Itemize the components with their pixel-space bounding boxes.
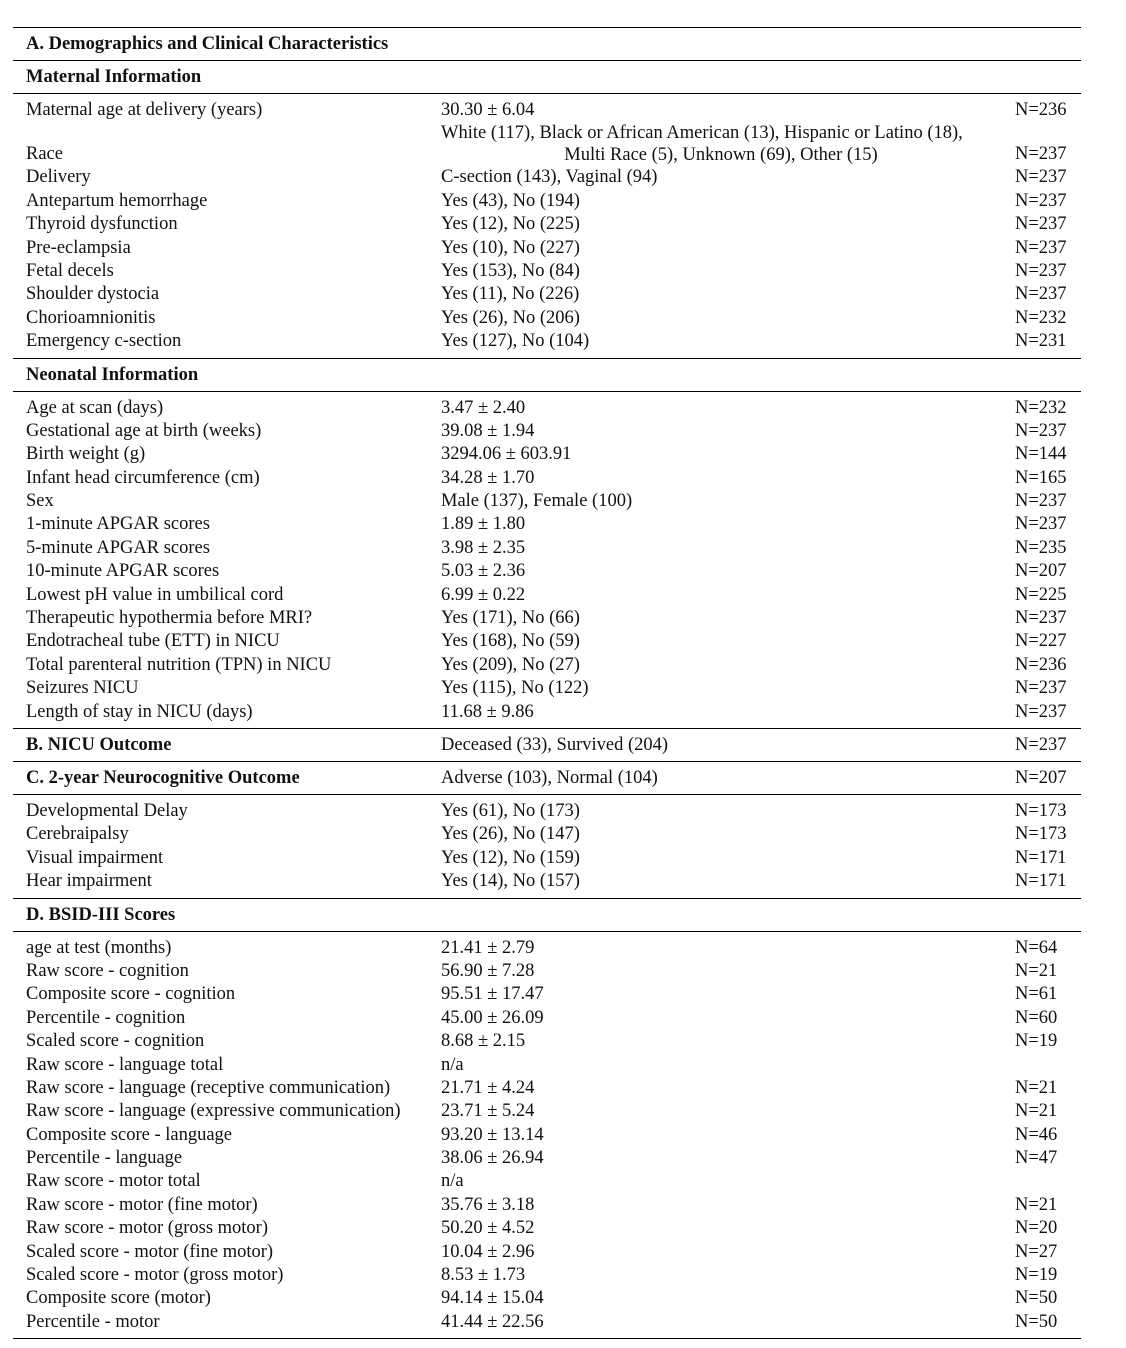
row-value: 35.76 ± 3.18	[441, 1194, 535, 1215]
row-value: Yes (26), No (147)	[441, 824, 580, 845]
table-row	[13, 490, 1081, 513]
row-label: Infant head circumference (cm)	[26, 467, 260, 488]
row-label: Composite score - cognition	[26, 984, 236, 1005]
bottom-rule	[13, 1338, 1081, 1339]
table-row	[13, 122, 1081, 166]
row-n: N=171	[1015, 847, 1067, 868]
table-row	[13, 607, 1081, 630]
row-label: 5-minute APGAR scores	[26, 537, 210, 558]
section-b-title: B. NICU Outcome	[26, 734, 172, 755]
row-label: Raw score - language total	[26, 1054, 224, 1075]
row-n: N=237	[1015, 214, 1067, 235]
table-row	[13, 983, 1081, 1006]
table-row	[13, 1100, 1081, 1123]
maternal-title: Maternal Information	[26, 67, 202, 87]
row-value: 3.98 ± 2.35	[441, 537, 526, 558]
row-label: Raw score - motor (gross motor)	[26, 1218, 268, 1239]
row-value	[441, 122, 1001, 166]
row-label: Pre-eclampsia	[26, 237, 131, 258]
row-value-line1: White (117), Black or African American (13), Hispanic or Latino (18),	[441, 123, 963, 144]
row-label: Shoulder dystocia	[26, 284, 160, 305]
outcome-rows	[13, 795, 1081, 898]
row-label: Delivery	[26, 167, 91, 188]
row-value: 21.41 ± 2.79	[441, 937, 535, 958]
table-row	[13, 960, 1081, 983]
row-n: N=60	[1015, 1007, 1058, 1028]
row-value: 39.08 ± 1.94	[441, 420, 535, 441]
characteristics-table	[13, 27, 1081, 1339]
row-value: 23.71 ± 5.24	[441, 1101, 535, 1122]
row-n: N=21	[1015, 1194, 1058, 1215]
table-row	[13, 630, 1081, 653]
row-value: Yes (26), No (206)	[441, 307, 580, 328]
row-value: Yes (11), No (226)	[441, 284, 580, 305]
row-value: n/a	[441, 1171, 464, 1192]
row-label: Percentile - cognition	[26, 1007, 186, 1028]
table-row	[13, 537, 1081, 560]
table-row	[13, 1264, 1081, 1287]
row-value: Yes (12), No (225)	[441, 214, 580, 235]
row-label: Sex	[26, 491, 54, 512]
neonatal-title: Neonatal Information	[26, 364, 199, 385]
table-row	[13, 1217, 1081, 1240]
maternal-rows	[13, 94, 1081, 358]
row-value: 45.00 ± 26.09	[441, 1007, 544, 1028]
row-value: 3.47 ± 2.40	[441, 397, 526, 418]
row-n: N=225	[1015, 584, 1067, 605]
table-row	[13, 1311, 1081, 1334]
row-value-line2: Multi Race (5), Unknown (69), Other (15)	[564, 145, 878, 166]
row-value: C-section (143), Vaginal (94)	[441, 167, 658, 188]
row-n: N=237	[1015, 237, 1067, 258]
row-value: Yes (153), No (84)	[441, 260, 580, 281]
row-value: Yes (127), No (104)	[441, 331, 590, 352]
row-label: Scaled score - cognition	[26, 1031, 205, 1052]
table-row	[13, 260, 1081, 283]
row-n: N=20	[1015, 1218, 1058, 1239]
table-row	[13, 701, 1081, 724]
row-label: Birth weight (g)	[26, 444, 146, 465]
row-label: Percentile - motor	[26, 1311, 160, 1332]
row-value: Yes (115), No (122)	[441, 678, 589, 699]
row-n: N=50	[1015, 1311, 1058, 1332]
row-value: 34.28 ± 1.70	[441, 467, 535, 488]
row-n: N=237	[1015, 678, 1067, 699]
row-value: 1.89 ± 1.80	[441, 514, 526, 535]
row-label: Raw score - language (receptive communication)	[26, 1077, 391, 1098]
row-value: 56.90 ± 7.28	[441, 960, 535, 981]
table-row	[13, 800, 1081, 823]
row-label: Chorioamnionitis	[26, 307, 156, 328]
row-n: N=227	[1015, 631, 1067, 652]
row-value: 41.44 ± 22.56	[441, 1311, 544, 1332]
table-row	[13, 1054, 1081, 1077]
table-row	[13, 213, 1081, 236]
row-value: 95.51 ± 17.47	[441, 984, 544, 1005]
table-row	[13, 1241, 1081, 1264]
row-label: Therapeutic hypothermia before MRI?	[26, 608, 313, 629]
row-label: Visual impairment	[26, 847, 164, 868]
row-label: Developmental Delay	[26, 800, 188, 821]
row-n: N=47	[1015, 1148, 1058, 1169]
row-n: N=237	[1015, 167, 1067, 188]
row-n: N=237	[1015, 260, 1067, 281]
row-label: Endotracheal tube (ETT) in NICU	[26, 631, 280, 652]
table-row	[13, 1287, 1081, 1310]
table-row	[13, 420, 1081, 443]
row-n: N=171	[1015, 871, 1067, 892]
table-row	[13, 237, 1081, 260]
row-value: 10.04 ± 2.96	[441, 1241, 535, 1262]
row-value: 93.20 ± 13.14	[441, 1124, 544, 1145]
row-label: Emergency c-section	[26, 331, 182, 352]
row-n: N=237	[1015, 491, 1067, 512]
row-n: N=27	[1015, 1241, 1058, 1262]
table-row	[13, 513, 1081, 536]
section-c-n: N=207	[1015, 767, 1067, 788]
row-value: 5.03 ± 2.36	[441, 561, 526, 582]
row-label: Age at scan (days)	[26, 397, 164, 418]
row-label: Total parenteral nutrition (TPN) in NICU	[26, 654, 332, 675]
row-value: 21.71 ± 4.24	[441, 1077, 535, 1098]
table-row	[13, 560, 1081, 583]
row-value: 3294.06 ± 603.91	[441, 444, 572, 465]
row-n: N=237	[1015, 284, 1067, 305]
row-n: N=173	[1015, 824, 1067, 845]
row-value: 8.68 ± 2.15	[441, 1031, 526, 1052]
table-row	[13, 823, 1081, 846]
row-label: 10-minute APGAR scores	[26, 561, 220, 582]
table-row	[13, 847, 1081, 870]
row-label: Composite score - language	[26, 1124, 233, 1145]
row-n: N=237	[1015, 608, 1067, 629]
bsid-rows	[13, 932, 1081, 1339]
row-n: N=237	[1015, 514, 1067, 535]
section-c-row	[13, 762, 1081, 794]
row-n: N=21	[1015, 1101, 1058, 1122]
row-label: Scaled score - motor (fine motor)	[26, 1241, 274, 1262]
table-row	[13, 190, 1081, 213]
row-label: Cerebraipalsy	[26, 824, 129, 845]
table-row	[13, 397, 1081, 420]
row-n: N=231	[1015, 331, 1067, 352]
row-value: Yes (168), No (59)	[441, 631, 580, 652]
table-row	[13, 166, 1081, 189]
row-n: N=19	[1015, 1031, 1058, 1052]
section-c-title: C. 2-year Neurocognitive Outcome	[26, 767, 300, 788]
row-n: N=232	[1015, 397, 1067, 418]
section-b-n: N=237	[1015, 734, 1067, 755]
row-n: N=46	[1015, 1124, 1058, 1145]
row-n: N=237	[1015, 420, 1067, 441]
row-label: Composite score (motor)	[26, 1288, 211, 1309]
row-n: N=144	[1015, 444, 1067, 465]
table-row	[13, 1147, 1081, 1170]
row-label: Antepartum hemorrhage	[26, 190, 208, 211]
row-n: N=236	[1015, 100, 1067, 120]
row-label: 1-minute APGAR scores	[26, 514, 210, 535]
row-value: Yes (14), No (157)	[441, 871, 580, 892]
row-label: Length of stay in NICU (days)	[26, 701, 253, 722]
row-label: Maternal age at delivery (years)	[26, 100, 263, 120]
table-row	[13, 1077, 1081, 1100]
section-d-title: D. BSID-III Scores	[26, 904, 176, 925]
row-n: N=235	[1015, 537, 1067, 558]
row-label: Percentile - language	[26, 1148, 183, 1169]
row-n: N=50	[1015, 1288, 1058, 1309]
row-value: Yes (61), No (173)	[441, 800, 580, 821]
row-label: Fetal decels	[26, 260, 114, 281]
section-a-title: A. Demographics and Clinical Characteristics	[26, 34, 389, 54]
row-label: Raw score - language (expressive communication)	[26, 1101, 401, 1122]
row-value: Yes (43), No (194)	[441, 190, 580, 211]
row-value: Male (137), Female (100)	[441, 491, 633, 512]
row-value: Yes (10), No (227)	[441, 237, 580, 258]
row-value: 38.06 ± 26.94	[441, 1148, 544, 1169]
row-value: 30.30 ± 6.04	[441, 100, 535, 120]
row-label: Scaled score - motor (gross motor)	[26, 1265, 284, 1286]
table-row	[13, 99, 1081, 122]
row-value: 11.68 ± 9.86	[441, 701, 534, 722]
section-c-value: Adverse (103), Normal (104)	[441, 767, 658, 788]
row-label: Raw score - cognition	[26, 960, 189, 981]
table-row	[13, 283, 1081, 306]
table-row	[13, 1030, 1081, 1053]
row-n: N=236	[1015, 654, 1067, 675]
table-row	[13, 1124, 1081, 1147]
table-row	[13, 677, 1081, 700]
table-row	[13, 307, 1081, 330]
table-row	[13, 443, 1081, 466]
table-row	[13, 870, 1081, 893]
row-n: N=21	[1015, 960, 1058, 981]
row-n: N=237	[1015, 144, 1067, 165]
row-value: Yes (209), No (27)	[441, 654, 580, 675]
row-value: 94.14 ± 15.04	[441, 1288, 544, 1309]
row-label: Raw score - motor (fine motor)	[26, 1194, 258, 1215]
table-row	[13, 937, 1081, 960]
table-row	[13, 1170, 1081, 1193]
row-n: N=64	[1015, 937, 1058, 958]
table-row	[13, 584, 1081, 607]
neonatal-rows	[13, 392, 1081, 728]
row-n: N=237	[1015, 701, 1067, 722]
row-label: Thyroid dysfunction	[26, 214, 178, 235]
row-label: Raw score - motor total	[26, 1171, 201, 1192]
row-label: Hear impairment	[26, 871, 152, 892]
table-row	[13, 467, 1081, 490]
section-b-row	[13, 729, 1081, 761]
table-row	[13, 1007, 1081, 1030]
row-value: 50.20 ± 4.52	[441, 1218, 535, 1239]
row-label: age at test (months)	[26, 937, 172, 958]
row-n: N=232	[1015, 307, 1067, 328]
row-value: Yes (12), No (159)	[441, 847, 580, 868]
row-label: Gestational age at birth (weeks)	[26, 420, 262, 441]
row-n: N=165	[1015, 467, 1067, 488]
row-n: N=19	[1015, 1265, 1058, 1286]
row-label: Seizures NICU	[26, 678, 139, 699]
row-value: n/a	[441, 1054, 464, 1075]
row-value: 8.53 ± 1.73	[441, 1265, 526, 1286]
row-value: Yes (171), No (66)	[441, 608, 580, 629]
row-n: N=21	[1015, 1077, 1058, 1098]
table-row	[13, 654, 1081, 677]
row-label: Race	[26, 144, 63, 165]
row-n: N=61	[1015, 984, 1058, 1005]
table-row	[13, 1194, 1081, 1217]
row-label: Lowest pH value in umbilical cord	[26, 584, 284, 605]
row-value: 6.99 ± 0.22	[441, 584, 526, 605]
table-row	[13, 330, 1081, 353]
section-b-value: Deceased (33), Survived (204)	[441, 734, 669, 755]
row-n: N=173	[1015, 800, 1067, 821]
row-n: N=237	[1015, 190, 1067, 211]
row-n: N=207	[1015, 561, 1067, 582]
